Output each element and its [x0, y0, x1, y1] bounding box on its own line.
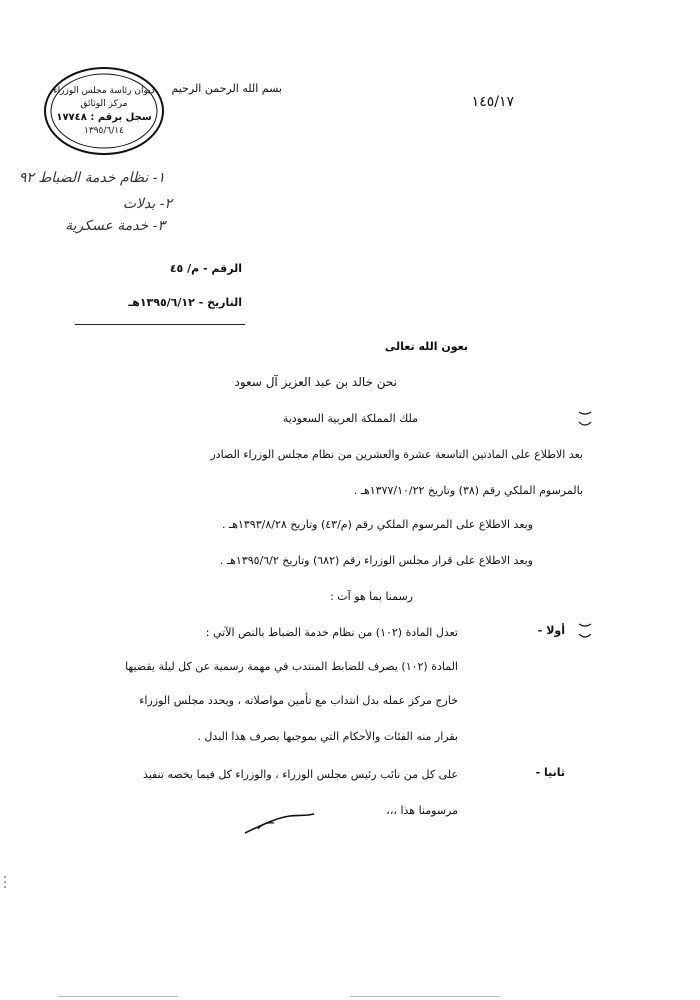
first-text: تعدل المادة (١٠٢) من نظام خدمة الضباط بالنص الآتي :: [205, 626, 458, 639]
margin-mark-1-icon: [575, 408, 595, 430]
signature-flourish-icon: [240, 808, 320, 838]
stamp-border-icon: [43, 66, 165, 156]
second-label: ثانيا -: [535, 766, 565, 779]
clause-3: وبعد الاطلاع على قرار مجلس الوزراء رقم (٦٨٢) وتاريخ ١٣٩٥/٦/٢هـ .: [219, 554, 533, 567]
clause-1-line-1: بعد الاطلاع على المادتين التاسعة عشرة والعشرين من نظام مجلس الوزراء الصادر: [210, 448, 583, 461]
king-name: نحن خالد بن عبد العزيز آل سعود: [234, 375, 397, 389]
clause-2: وبعد الاطلاع على المرسوم الملكي رقم (م/٤٣) وتاريخ ١٣٩٣/٨/٢٨هـ .: [221, 518, 533, 531]
date-underline: [75, 324, 245, 325]
decree-line: رسمنا بما هو آت :: [330, 590, 413, 603]
second-text: على كل من نائب رئيس مجلس الوزراء ، والوزراء كل فيما يخصه تنفيذ: [142, 768, 458, 781]
bottom-faint-line-2: [350, 996, 500, 997]
document-number: الرقم - م/ ٤٥: [169, 262, 242, 275]
stamp-line-3: سجل برقم : ١٧٧٤٨: [56, 112, 152, 123]
stamp-line-1: ديوان رئاسة مجلس الوزراء: [53, 86, 155, 96]
first-label: أولا -: [537, 624, 565, 637]
stamp-line-4: ١٣٩٥/٦/١٤: [84, 126, 124, 136]
edge-specks-icon: [2, 874, 8, 890]
article-line-2: خارج مركز عمله بدل انتداب مع تأمين مواصلاته ، ويحدد مجلس الوزراء: [139, 694, 458, 707]
handwritten-note-3: ٣- خدمة عسكرية: [65, 218, 165, 234]
handwritten-note-1: ١- نظام خدمة الضباط ٩٢: [18, 170, 165, 186]
reference-number: ١٤٥/١٧: [471, 94, 514, 110]
king-title: ملك المملكة العربية السعودية: [282, 412, 418, 425]
margin-mark-2-icon: [575, 620, 595, 642]
basmala: بسم الله الرحمن الرحيم: [171, 82, 282, 95]
article-line-1: المادة (١٠٢) يصرف للضابط المنتدب في مهمة رسمية عن كل ليلة يقضيها: [125, 660, 458, 673]
opening-line: بعون الله تعالى: [384, 340, 468, 353]
document-date: التاريخ - ١٣٩٥/٦/١٢هـ: [128, 296, 242, 309]
bottom-faint-line-1: [58, 996, 178, 997]
handwritten-note-2: ٢- بدلات: [122, 196, 172, 212]
article-line-3: بقرار منه الفئات والأحكام التي بموجبها يصرف هذا البدل .: [197, 730, 458, 743]
stamp-line-2: مركز الوثائق: [80, 99, 128, 109]
archive-stamp: [43, 66, 165, 156]
clause-1-line-2: بالمرسوم الملكي رقم (٣٨) وتاريخ ١٣٧٧/١٠/٢٢هـ .: [353, 484, 583, 497]
second-text-line-2: مرسومنا هذا ،،،: [386, 804, 458, 817]
